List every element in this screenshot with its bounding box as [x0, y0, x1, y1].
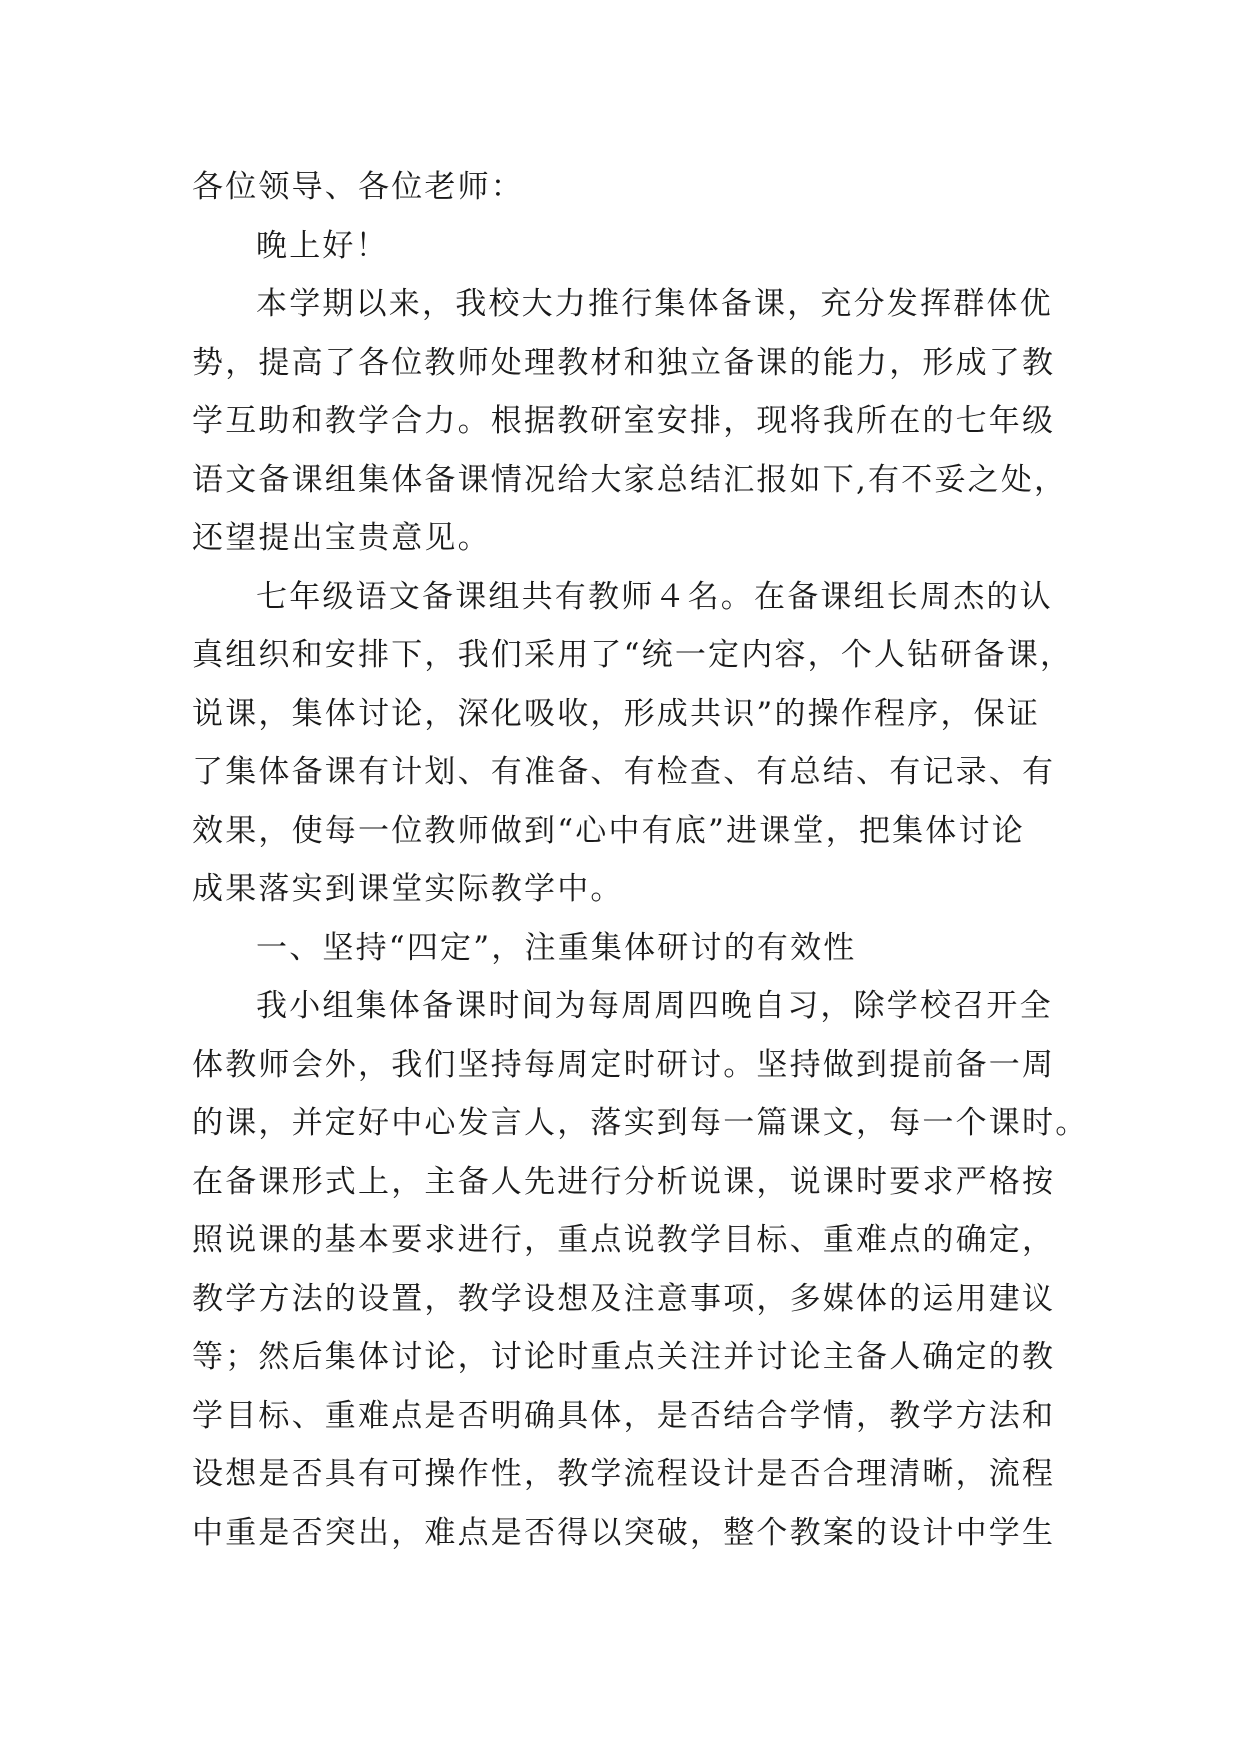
text-line: 等；然后集体讨论，讨论时重点关注并讨论主备人确定的教 — [192, 1339, 1056, 1375]
text-line: 各位领导、各位老师： — [192, 169, 524, 205]
text-line: 学目标、重难点是否明确具体，是否结合学情，教学方法和 — [192, 1397, 1056, 1434]
text-line: 在备课形式上，主备人先进行分析说课，说课时要求严格按 — [192, 1163, 1056, 1200]
text-line: 中重是否突出，难点是否得以突破，整个教案的设计中学生 — [192, 1514, 1056, 1551]
text-line: 了集体备课有计划、有准备、有检查、有总结、有记录、有 — [192, 754, 1056, 790]
text-line: 照说课的基本要求进行，重点说教学目标、重难点的确定， — [192, 1222, 1056, 1258]
text-line: 真组织和安排下，我们采用了“统一定内容，个人钻研备课， — [192, 637, 1074, 673]
text-line: 教学方法的设置，教学设想及注意事项，多媒体的运用建议 — [192, 1280, 1056, 1317]
text-line: 还望提出宝贵意见。 — [192, 520, 491, 556]
text-line: 体教师会外，我们坚持每周定时研讨。坚持做到提前备一周 — [192, 1046, 1056, 1083]
text-line: 晚上好！ — [256, 227, 389, 264]
text-line: 本学期以来，我校大力推行集体备课，充分发挥群体优 — [256, 286, 1053, 322]
text-line: 说课，集体讨论，深化吸收，形成共识”的操作程序，保证 — [192, 695, 1041, 732]
text-line: 势，提高了各位教师处理教材和独立备课的能力，形成了教 — [192, 344, 1056, 381]
text-line: 语文备课组集体备课情况给大家总结汇报如下,有不妥之处， — [192, 461, 1068, 498]
text-line: 一、坚持“四定”，注重集体研讨的有效性 — [256, 929, 857, 966]
text-line: 的课，并定好中心发言人，落实到每一篇课文，每一个课时。 — [192, 1105, 1089, 1141]
text-line: 成果落实到课堂实际教学中。 — [192, 871, 624, 907]
text-line: 学互助和教学合力。根据教研室安排，现将我所在的七年级 — [192, 403, 1056, 439]
text-line: 七年级语文备课组共有教师４名。在备课组长周杰的认 — [256, 578, 1053, 615]
text-line: 效果，使每一位教师做到“心中有底”进课堂，把集体讨论 — [192, 812, 1025, 849]
text-line: 我小组集体备课时间为每周周四晚自习，除学校召开全 — [256, 988, 1053, 1024]
text-line: 设想是否具有可操作性，教学流程设计是否合理清晰，流程 — [192, 1456, 1056, 1492]
document-body — [192, 158, 1089, 1562]
